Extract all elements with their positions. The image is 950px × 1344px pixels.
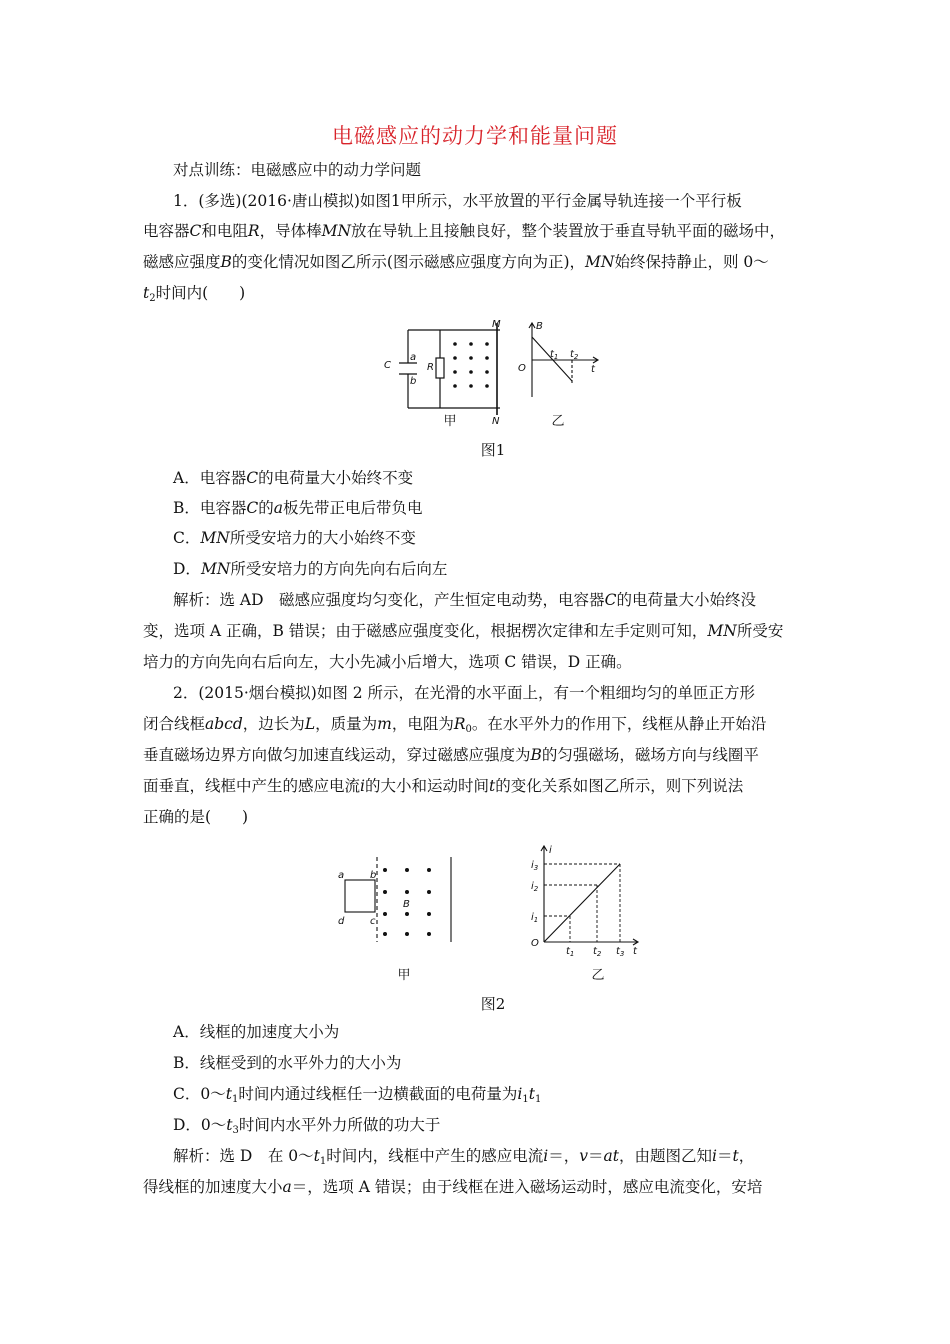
label-t2: $t_2$ — [593, 946, 602, 958]
label-R: R — [427, 362, 434, 373]
q2-option-b: B．线框受到的水平外力的大小为 — [173, 1054, 402, 1072]
label-t3: $t_3$ — [616, 946, 625, 958]
q2-line-4: 面垂直，线框中产生的感应电流i的大小和运动时间t的变化关系如图乙所示，则下列说法 — [143, 777, 744, 795]
q2-line-3: 垂直磁场边界方向做匀加速直线运动，穿过磁感应强度为B的匀强磁场，磁场方向与线圈平 — [143, 746, 759, 764]
q2-option-d: D．$0\sim t_3$时间内水平外力所做的功大于 — [173, 1116, 441, 1136]
label-a: a — [338, 870, 345, 881]
q1-option-b: B．电容器C的a板先带正电后带负电 — [173, 499, 423, 517]
q1-answer-1: 解析：选 AD 磁感应强度均匀变化，产生恒定电动势，电容器C的电荷量大小始终没 — [173, 591, 756, 609]
label-d: d — [338, 916, 345, 927]
figure-1-caption: 图1 — [480, 441, 506, 459]
q1-option-d: D．MN所受安培力的方向先向右后向左 — [173, 560, 448, 578]
label-b: b — [370, 870, 377, 881]
figure-1-graph — [510, 315, 605, 405]
label-t-axis: t — [633, 946, 637, 957]
fig2-jia-label: 甲 — [397, 968, 411, 983]
fig1-jia-label: 甲 — [443, 414, 457, 429]
q1-answer-2: 变，选项 A 正确，B 错误；由于磁感应强度变化，根据楞次定律和左手定则可知，MN所受安 — [143, 622, 784, 640]
figure-2-loop — [335, 852, 460, 947]
label-t1: $t_1$ — [550, 349, 559, 361]
label-i-axis: i — [549, 845, 552, 856]
label-t-axis: t — [591, 364, 595, 375]
q2-option-c: C．$0\sim t_1$时间内通过线框任一边横截面的电荷量为$i_1t_1$ — [173, 1085, 542, 1105]
label-i3: $i_3$ — [531, 860, 539, 872]
figure-2-graph — [520, 840, 645, 960]
q2-line-5: 正确的是( ) — [143, 808, 249, 826]
q2-answer-1: 解析：选 D 在 $0\sim t_1$时间内，线框中产生的感应电流i＝，v＝at，由题图乙知i＝t， — [173, 1147, 755, 1167]
magnetic-field-dots — [453, 342, 489, 388]
q2-line-2: 闭合线框abcd，边长为L，质量为m，电阻为$R_0$。在水平外力的作用下，线框从静止开始沿 — [143, 715, 767, 735]
q1-option-c: C．MN所受安培力的大小始终不变 — [173, 529, 416, 547]
fig2-yi-label: 乙 — [591, 968, 605, 983]
q2-answer-2: 得线框的加速度大小a＝，选项 A 错误；由于线框在进入磁场运动时，感应电流变化，安培 — [143, 1178, 763, 1196]
label-t1: $t_1$ — [566, 946, 575, 958]
label-C: C — [384, 360, 391, 371]
q2-option-a: A．线框的加速度大小为 — [173, 1023, 340, 1041]
label-a: a — [410, 352, 417, 363]
q1-line-2: 电容器C和电阻R，导体棒MN放在导轨上且接触良好，整个装置放于垂直导轨平面的磁场中， — [143, 222, 786, 240]
label-B: B — [403, 899, 410, 910]
q1-line-4: $t_2$时间内( ) — [143, 284, 246, 304]
q1-line-3: 磁感应强度B的变化情况如图乙所示(图示磁感应强度方向为正)，MN始终保持静止，则 0～ — [143, 253, 769, 271]
label-N: N — [492, 416, 500, 427]
q2-line-1: 2．(2015·烟台模拟)如图 2 所示，在光滑的水平面上，有一个粗细均匀的单匝正方形 — [173, 684, 756, 702]
label-i1: $i_1$ — [531, 912, 539, 924]
label-b: b — [410, 376, 417, 387]
label-origin: O — [531, 938, 539, 949]
label-c: c — [370, 916, 376, 927]
figure-2-caption: 图2 — [480, 995, 506, 1013]
q1-option-a: A．电容器C的电荷量大小始终不变 — [173, 469, 414, 487]
fig1-yi-label: 乙 — [551, 414, 565, 429]
label-i2: $i_2$ — [531, 881, 539, 893]
label-M: M — [492, 319, 501, 330]
section-heading: 对点训练：电磁感应中的动力学问题 — [173, 161, 422, 179]
q1-answer-3: 培力的方向先向右后向左，大小先减小后增大，选项 C 错误，D 正确。 — [143, 653, 632, 671]
page-title: 电磁感应的动力学和能量问题 — [332, 124, 618, 148]
label-B-axis: B — [536, 321, 543, 332]
q1-line-1: 1．(多选)(2016·唐山模拟)如图1甲所示，水平放置的平行金属导轨连接一个平行板 — [173, 192, 742, 210]
label-t2: $t_2$ — [570, 349, 579, 361]
label-origin: O — [518, 363, 526, 374]
